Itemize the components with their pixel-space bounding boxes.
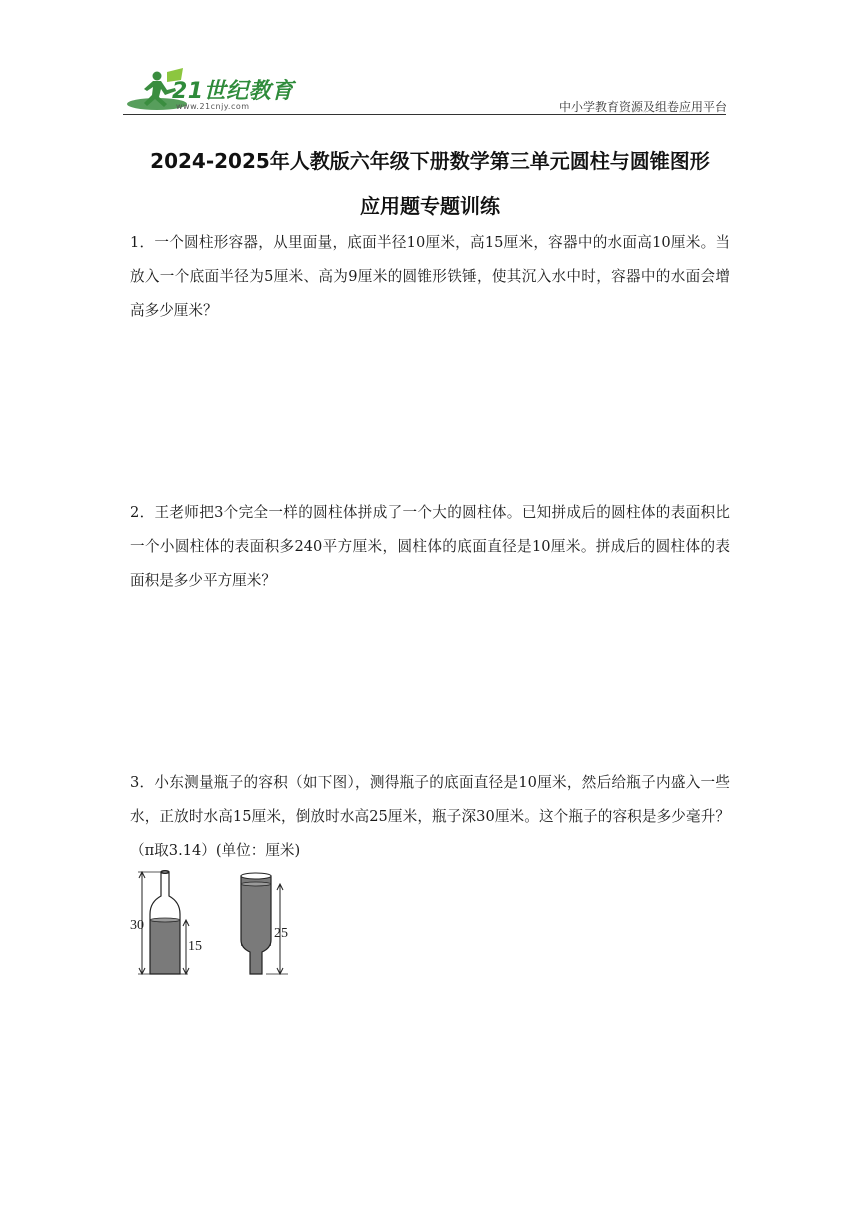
logo-text: 21世纪教育 [172, 79, 294, 104]
header-platform-text: 中小学教育资源及组卷应用平台 [558, 100, 727, 114]
question-1: 1．一个圆柱形容器，从里面量，底面半径10厘米，高15厘米，容器中的水面高10厘米。当放入一个底面半径为5厘米、高为9厘米的圆锥形铁锤，使其沉入水中时，容器中的水面会增高多少厘米？ [130, 234, 730, 319]
inverted-bottle [241, 873, 288, 974]
upright-bottle [130, 871, 202, 975]
logo-url: www.21cnjy.com [176, 102, 250, 111]
label-25: 25 [274, 926, 288, 941]
label-30: 30 [130, 918, 144, 933]
page-title-line-1: 2024-2025年人教版六年级下册数学第三单元圆柱与圆锥图形 [150, 149, 710, 173]
header-divider [123, 114, 726, 115]
upright-water [150, 920, 180, 974]
bottle-figure [128, 866, 308, 981]
page-title-line-2: 应用题专题训练 [360, 194, 500, 218]
question-3: 3．小东测量瓶子的容积（如下图），测得瓶子的底面直径是10厘米，然后给瓶子内盛入一些水，正放时水高15厘米，倒放时水高25厘米，瓶子深30厘米。这个瓶子的容积是多少毫升？（π取3.14）(单位：厘米) [130, 774, 730, 859]
question-2: 2．王老师把3个完全一样的圆柱体拼成了一个大的圆柱体。已知拼成后的圆柱体的表面积比一个小圆柱体的表面积多240平方厘米，圆柱体的底面直径是10厘米。拼成后的圆柱体的表面积是多少平方厘米？ [130, 504, 730, 589]
page-header [0, 0, 860, 120]
label-15: 15 [188, 939, 202, 954]
